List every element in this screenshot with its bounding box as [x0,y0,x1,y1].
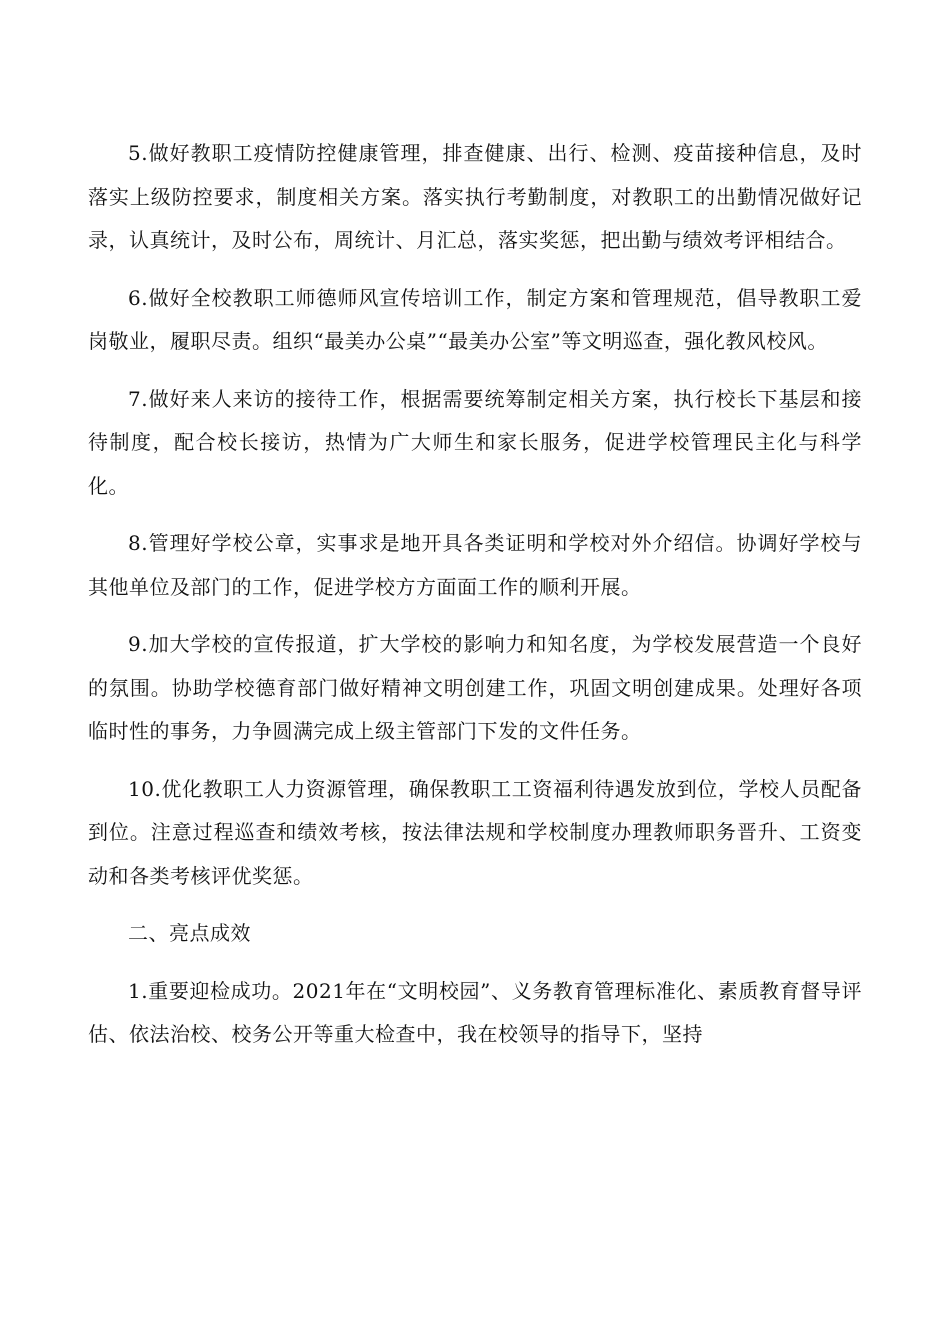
paragraph-item-9: 9.加大学校的宣传报道，扩大学校的影响力和知名度，为学校发展营造一个良好的氛围。协助学校德育部门做好精神文明创建工作，巩固文明创建成果。处理好各项临时性的事务，力争圆满完成上级主管部门下发的文件任务。 [88,632,862,743]
paragraph-item-8: 8.管理好学校公章，实事求是地开具各类证明和学校对外介绍信。协调好学校与其他单位及部门的工作，促进学校方方面面工作的顺利开展。 [88,531,862,599]
paragraph-highlight-1: 1.重要迎检成功。2021年在“文明校园”、义务教育管理标准化、素质教育督导评估、依法治校、校务公开等重大检查中，我在校领导的指导下，坚持 [88,978,862,1046]
paragraph-item-6: 6.做好全校教职工师德师风宣传培训工作，制定方案和管理规范，倡导教职工爱岗敬业，履职尽责。组织“最美办公桌”“最美办公室”等文明巡查，强化教风校风。 [88,285,862,353]
paragraph-item-5: 5.做好教职工疫情防控健康管理，排查健康、出行、检测、疫苗接种信息，及时落实上级防控要求，制度相关方案。落实执行考勤制度，对教职工的出勤情况做好记录，认真统计，及时公布，周统计、月汇总，落实奖惩，把出勤与绩效考评相结合。 [88,141,862,252]
document-body [88,132,862,1071]
section-heading-highlights: 二、亮点成效 [128,921,251,945]
paragraph-item-7: 7.做好来人来访的接待工作，根据需要统筹制定相关方案，执行校长下基层和接待制度，配合校长接访，热情为广大师生和家长服务，促进学校管理民主化与科学化。 [88,386,862,498]
paragraph-item-10: 10.优化教职工人力资源管理，确保教职工工资福利待遇发放到位，学校人员配备到位。注意过程巡查和绩效考核，按法律法规和学校制度办理教师职务晋升、工资变动和各类考核评优奖惩。 [88,776,862,888]
